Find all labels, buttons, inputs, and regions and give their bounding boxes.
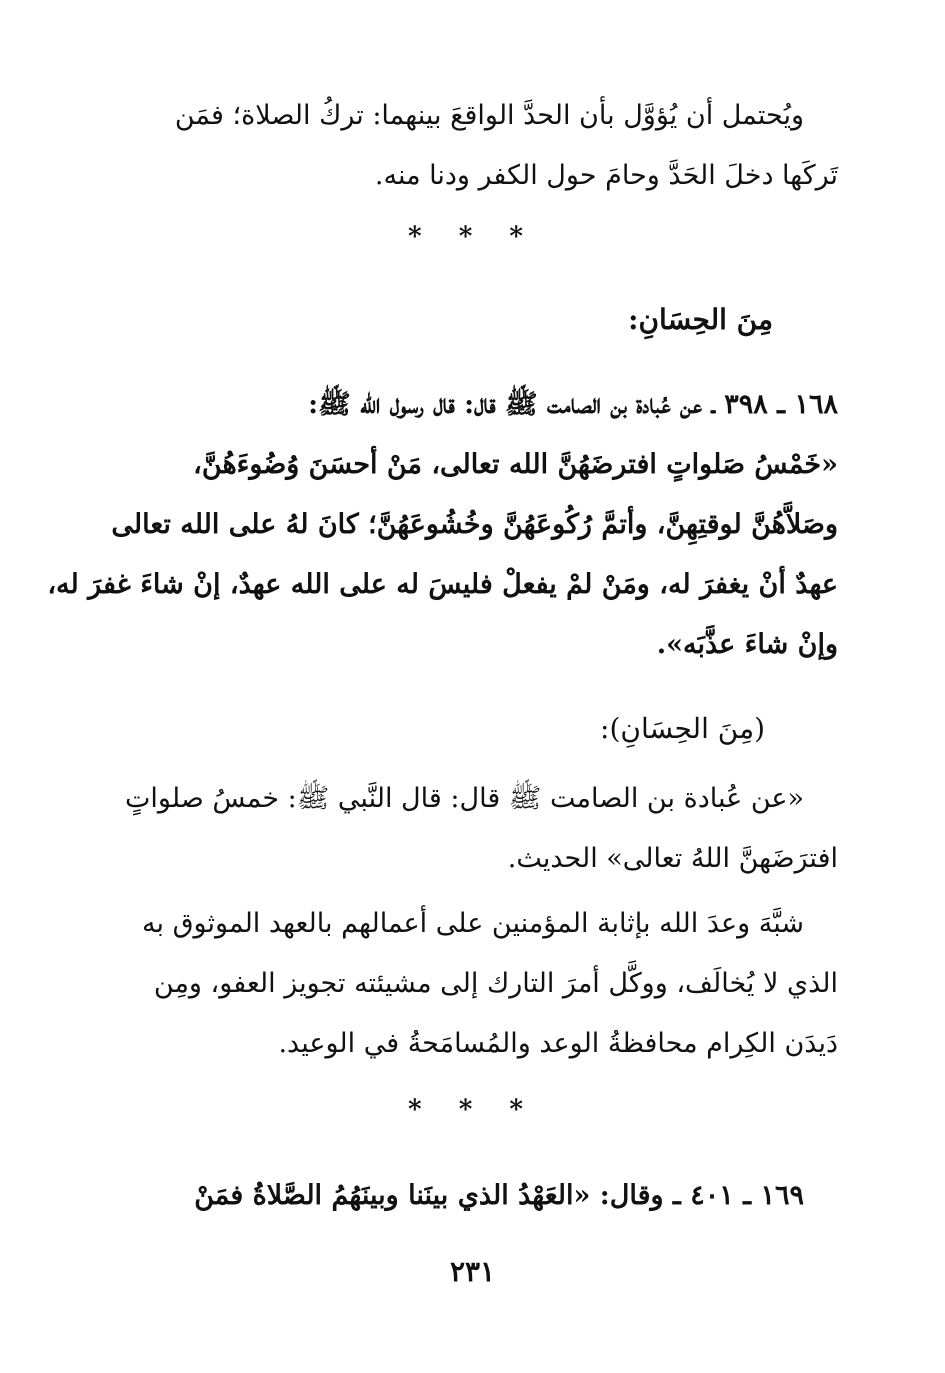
- opening-paragraph: [108, 86, 838, 206]
- text-line: شبَّهَ وعدَ الله بإثابة المؤمنين على أعمالهم بالعهد الموثوق به: [142, 908, 804, 939]
- text-line: عهدٌ أنْ يغفرَ له، ومَنْ لمْ يفعلْ فليسَ له على الله عهدٌ، إنْ شاءَ غفرَ له،: [47, 569, 838, 600]
- section-separator: * * *: [408, 1095, 537, 1125]
- hadith-168: [47, 375, 838, 675]
- text-line: «خَمْسُ صَلواتٍ افترضَهُنَّ الله تعالى، مَنْ أحسَنَ وُضُوءَهُنَّ،: [193, 449, 838, 480]
- text-line: ١٦٩ ـ ٤٠١ ـ وقال: «العَهْدُ الذي بينَنا وبينَهُمُ الصَّلاةُ فمَنْ: [194, 1180, 804, 1211]
- text-line: وصَلاَّهُنَّ لوقتِهِنَّ، وأتمَّ رُكُوعَهُنَّ وخُشُوعَهُنَّ؛ كانَ لهُ على الله تعالى: [111, 509, 838, 540]
- section-heading: مِنَ الحِسَانِ:: [628, 303, 773, 336]
- page-number: ٢٣١: [449, 1255, 496, 1288]
- text-line: «عن عُبادة بن الصامت ﷺ قال: قال النَّبي ﷺ: خمسُ صلواتٍ: [125, 783, 804, 814]
- text-line: ويُحتمل أن يُؤوَّل بأن الحدَّ الواقعَ بينهما: تركُ الصلاة؛ فمَن: [174, 100, 804, 131]
- commentary-explanation: [108, 894, 838, 1074]
- text-line: ١٦٨ ـ ٣٩٨ ـ عن عُبادة بن الصامت ﷺ قال: قال رسول الله ﷺ:: [308, 389, 838, 420]
- text-line: افترَضَهنَّ اللهُ تعالى» الحديث.: [507, 843, 838, 874]
- commentary-heading: (مِنَ الحِسَانِ):: [600, 712, 765, 745]
- text-line: تَركَها دخلَ الحَدَّ وحامَ حول الكفر ودنا منه.: [374, 160, 838, 191]
- commentary-quote: [108, 769, 838, 889]
- text-line: وإنْ شاءَ عذَّبَه».: [656, 629, 838, 660]
- section-separator: * * *: [408, 222, 537, 252]
- text-line: الذي لا يُخالَف، ووكَّل أمرَ التارك إلى مشيئته تجويز العفو، ومِن: [153, 968, 838, 999]
- hadith-169: [108, 1166, 838, 1226]
- text-line: دَيدَن الكِرام محافظةُ الوعد والمُسامَحةُ في الوعيد.: [278, 1028, 838, 1059]
